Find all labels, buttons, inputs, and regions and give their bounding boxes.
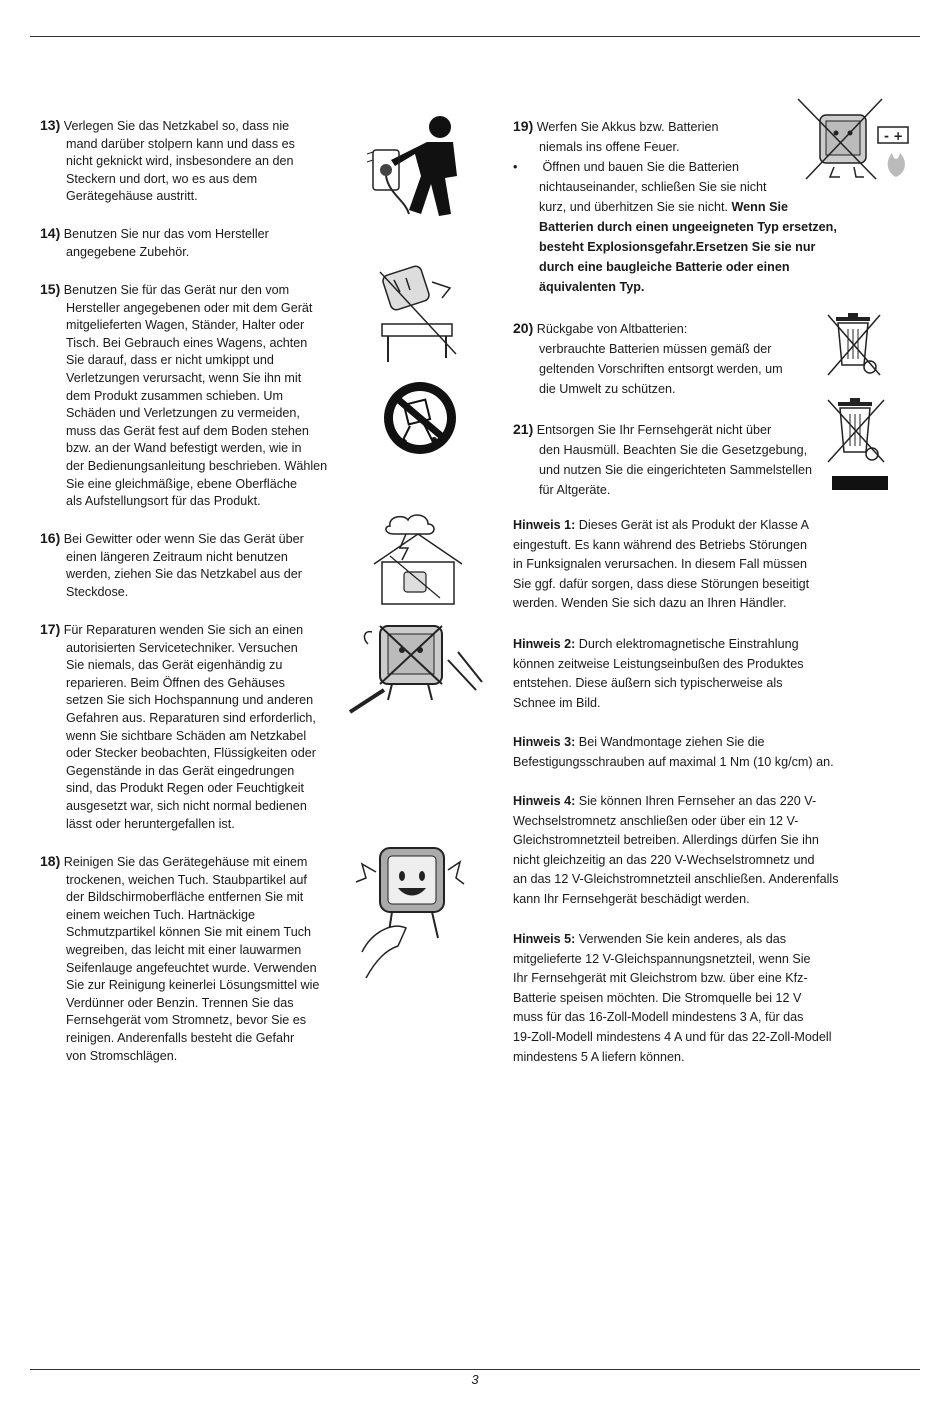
item-line: und nutzen Sie die eingerichteten Sammelstellen bbox=[539, 463, 813, 477]
item-text: Bei Gewitter oder wenn Sie das Gerät über bbox=[63, 532, 304, 546]
item-line: ausgesetzt war, sich nicht normal bedienen bbox=[66, 798, 307, 813]
note-line: Schnee im Bild. bbox=[513, 695, 601, 710]
item-number: 16) bbox=[40, 530, 61, 546]
item-line: Seifenlauge angefeuchtet wurde. Verwenden bbox=[66, 960, 317, 975]
item-16 bbox=[40, 530, 370, 601]
note-text: Durch elektromagnetische Einstrahlung bbox=[575, 637, 799, 651]
item-line: autorisierten Servicetechniker. Versuchen bbox=[66, 640, 298, 655]
item-line: reparieren. Beim Öffnen des Gehäuses bbox=[66, 675, 285, 690]
item-line: nicht geknickt wird, insbesondere an den bbox=[66, 154, 294, 169]
item-text: Rückgabe von Altbatterien: bbox=[536, 322, 688, 336]
item-line: bzw. an der Wand befestigt werden, wie in bbox=[66, 441, 302, 456]
note-label: Hinweis 5: bbox=[513, 932, 576, 946]
lightning-house-icon bbox=[370, 512, 465, 607]
note-line: können zeitweise Leistungseinbußen des Produktes bbox=[513, 656, 804, 671]
no-cart-prohibition-icon bbox=[380, 378, 460, 458]
note-label: Hinweis 4: bbox=[513, 794, 576, 808]
item-number: 17) bbox=[40, 621, 61, 637]
item-line: angegebene Zubehör. bbox=[66, 244, 190, 259]
note-line: Ihr Fernsehgerät mit Gleichstrom bzw. über eine Kfz- bbox=[513, 971, 808, 986]
note-line: Batterie speisen möchten. Die Stromquelle bei 12 V bbox=[513, 990, 802, 1005]
note-label: Hinweis 3: bbox=[513, 735, 576, 749]
item-line: die Umwelt zu schützen. bbox=[539, 382, 676, 396]
warning-text: Wenn Sie bbox=[731, 200, 788, 214]
note-line: Sie ggf. dafür sorgen, dass diese Störungen beseitigt bbox=[513, 576, 810, 591]
weee-bin-icon bbox=[826, 396, 888, 492]
note-line: Wechselstromnetz anschließen oder über ein 12 V- bbox=[513, 813, 799, 828]
tripping-cable-icon bbox=[365, 114, 465, 226]
item-line: muss das Gerät fest auf dem Boden stehen bbox=[66, 423, 309, 438]
note-line: werden. Wenden Sie sich dazu an Ihren Händler. bbox=[513, 596, 787, 611]
item-line: Gerätegehäuse austritt. bbox=[66, 189, 198, 204]
note-line: 19-Zoll-Modell mindestens 4 A und für das 22-Zoll-Modell bbox=[513, 1029, 832, 1044]
bullet: • bbox=[513, 160, 518, 174]
item-line: Verdünner oder Benzin. Trennen Sie das bbox=[66, 995, 294, 1010]
item-18 bbox=[40, 853, 370, 1065]
item-line: Schäden und Verletzungen zu vermeiden, bbox=[66, 406, 300, 421]
note-4 bbox=[513, 792, 878, 910]
item-line: geltenden Vorschriften entsorgt werden, um bbox=[539, 362, 783, 376]
item-text: Verlegen Sie das Netzkabel so, dass nie bbox=[63, 119, 290, 133]
note-text: Dieses Gerät ist als Produkt der Klasse A bbox=[575, 518, 810, 532]
item-line: dem Produkt zusammen schieben. Um bbox=[66, 388, 283, 403]
warning-line: Batterien durch einen ungeeigneten Typ ersetzen, bbox=[539, 220, 837, 234]
note-5 bbox=[513, 930, 878, 1067]
svg-text:- +: - + bbox=[884, 129, 904, 143]
item-line: oder Stecker beobachten, Flüssigkeiten oder bbox=[66, 746, 316, 761]
item-line: als Aufstellungsort für das Produkt. bbox=[66, 494, 261, 509]
item-line: werden, ziehen Sie das Netzkabel aus der bbox=[66, 567, 302, 582]
item-line: wenn Sie sichtbare Schäden am Netzkabel bbox=[66, 728, 307, 743]
item-line: Steckern und dort, wo es aus dem bbox=[66, 171, 258, 186]
item-text: Für Reparaturen wenden Sie sich an einen bbox=[63, 623, 304, 637]
cleaning-tv-icon bbox=[352, 842, 467, 982]
note-line: mitgelieferte 12 V-Gleichspannungsnetzteil, wenn Sie bbox=[513, 951, 811, 966]
item-number: 21) bbox=[513, 421, 534, 437]
item-15 bbox=[40, 281, 370, 511]
note-line: mindestens 5 A liefern können. bbox=[513, 1049, 685, 1064]
item-line: Tisch. Bei Gebrauch eines Wagens, achten bbox=[66, 335, 308, 350]
note-line: an das 12 V-Gleichstromnetzteil anschließen. Anderenfalls bbox=[513, 872, 839, 887]
item-number: 20) bbox=[513, 320, 534, 336]
item-text: Werfen Sie Akkus bzw. Batterien bbox=[536, 120, 719, 134]
item-text: Benutzen Sie für das Gerät nur den vom bbox=[63, 283, 290, 297]
item-line: Schmutzpartikel können Sie mit einem Tuch bbox=[66, 925, 311, 940]
item-line: mitgelieferten Wagen, Ständer, Halter oder bbox=[66, 318, 305, 333]
item-line: lässt oder heruntergefallen ist. bbox=[66, 816, 235, 831]
note-1 bbox=[513, 516, 878, 614]
item-text: Entsorgen Sie Ihr Fernsehgerät nicht über bbox=[536, 423, 772, 437]
note-line: Befestigungsschrauben auf maximal 1 Nm (10 kg/cm) an. bbox=[513, 754, 834, 769]
item-20 bbox=[513, 318, 833, 399]
note-text: Bei Wandmontage ziehen Sie die bbox=[575, 735, 765, 749]
item-line: reinigen. Anderenfalls besteht die Gefahr bbox=[66, 1030, 295, 1045]
item-line: sind, das Produkt Regen oder Feuchtigkeit bbox=[66, 781, 305, 796]
item-line: Fernsehgerät vom Stromnetz, bevor Sie es bbox=[66, 1013, 307, 1028]
note-line: eingestuft. Es kann während des Betriebs Störungen bbox=[513, 537, 808, 552]
item-line: niemals ins offene Feuer. bbox=[539, 140, 680, 154]
item-number: 13) bbox=[40, 117, 61, 133]
item-line: den Hausmüll. Beachten Sie die Gesetzgebung, bbox=[539, 443, 808, 457]
item-line: setzen Sie sich Hochspannung und anderen bbox=[66, 693, 314, 708]
item-line: der Bedienungsanleitung beschrieben. Wählen bbox=[66, 458, 328, 473]
item-line: Sie niemals, das Gerät eigenhändig zu bbox=[66, 658, 283, 673]
page-number: 3 bbox=[471, 1372, 479, 1387]
note-line: in Funksignalen verursachen. In diesem Fall müssen bbox=[513, 557, 807, 572]
item-text: Reinigen Sie das Gerätegehäuse mit einem bbox=[63, 855, 308, 869]
item-line: Hersteller angegebenen oder mit dem Gerät bbox=[66, 300, 313, 315]
item-line: Gefahren aus. Reparaturen sind erforderlich, bbox=[66, 710, 316, 725]
note-label: Hinweis 2: bbox=[513, 637, 576, 651]
item-number: 14) bbox=[40, 225, 61, 241]
header-rule bbox=[30, 36, 920, 37]
note-line: muss für das 16-Zoll-Modell mindestens 3 A, für das bbox=[513, 1010, 804, 1025]
no-repair-tv-icon bbox=[348, 620, 488, 715]
item-line: verbrauchte Batterien müssen gemäß der bbox=[539, 342, 772, 356]
note-line: Gleichstromnetzteil betreiben. Allerdings dürfen Sie ihn bbox=[513, 833, 819, 848]
warning-line: besteht Explosionsgefahr.Ersetzen Sie sie nur bbox=[539, 240, 816, 254]
no-battery-fire-icon bbox=[796, 97, 916, 193]
note-3 bbox=[513, 733, 878, 772]
note-label: Hinweis 1: bbox=[513, 518, 576, 532]
item-line: einen längeren Zeitraum nicht benutzen bbox=[66, 549, 288, 564]
item-line: Gegenstände in das Gerät eingedrungen bbox=[66, 763, 295, 778]
item-14 bbox=[40, 225, 370, 261]
item-number: 15) bbox=[40, 281, 61, 297]
item-17 bbox=[40, 621, 370, 833]
item-line: wegreiben, das leicht mit einer lauwarmen bbox=[66, 942, 302, 957]
item-line: kurz, und überhitzen Sie sie nicht. bbox=[539, 200, 732, 214]
note-line: entstehen. Diese äußern sich typischerweise als bbox=[513, 676, 783, 691]
item-line: Sie zur Reinigung keinerlei Lösungsmittel wie bbox=[66, 978, 320, 993]
item-line: Steckdose. bbox=[66, 584, 129, 599]
item-line: mand darüber stolpern kann und dass es bbox=[66, 136, 295, 151]
item-line: von Stromschlägen. bbox=[66, 1048, 178, 1063]
item-number: 19) bbox=[513, 118, 534, 134]
note-2 bbox=[513, 635, 878, 713]
item-line: für Altgeräte. bbox=[539, 483, 611, 497]
item-line: nichtauseinander, schließen Sie sie nicht bbox=[539, 180, 767, 194]
item-line: Sie darauf, dass er nicht umkippt und bbox=[66, 353, 274, 368]
warning-line: durch eine baugleiche Batterie oder einen bbox=[539, 260, 790, 274]
note-line: nicht gleichzeitig an das 220 V-Wechselstromnetz und bbox=[513, 852, 815, 867]
footer-rule bbox=[30, 1369, 920, 1370]
item-number: 18) bbox=[40, 853, 61, 869]
item-21 bbox=[513, 419, 833, 500]
item-line: Verletzungen verursacht, wenn Sie ihn mit bbox=[66, 370, 302, 385]
note-text: Verwenden Sie kein anderes, als das bbox=[575, 932, 787, 946]
note-text: Sie können Ihren Fernseher an das 220 V- bbox=[575, 794, 817, 808]
bullet-text: Öffnen und bauen Sie die Batterien bbox=[539, 160, 740, 174]
item-text: Benutzen Sie nur das vom Hersteller bbox=[63, 227, 269, 241]
note-line: kann Ihr Fernsehgerät beschädigt werden. bbox=[513, 891, 750, 906]
item-line: der Bildschirmoberfläche entfernen Sie mit bbox=[66, 890, 304, 905]
item-line: einem weichen Tuch. Hartnäckige bbox=[66, 907, 256, 922]
item-line: Sie eine gleichmäßige, ebene Oberfläche bbox=[66, 476, 298, 491]
item-line: trockenen, weichen Tuch. Staubpartikel auf bbox=[66, 872, 307, 887]
cart-tipping-icon bbox=[372, 262, 467, 370]
crossed-bin-battery-icon bbox=[826, 311, 884, 377]
item-13 bbox=[40, 117, 370, 206]
warning-line: äquivalenten Typ. bbox=[539, 280, 645, 294]
